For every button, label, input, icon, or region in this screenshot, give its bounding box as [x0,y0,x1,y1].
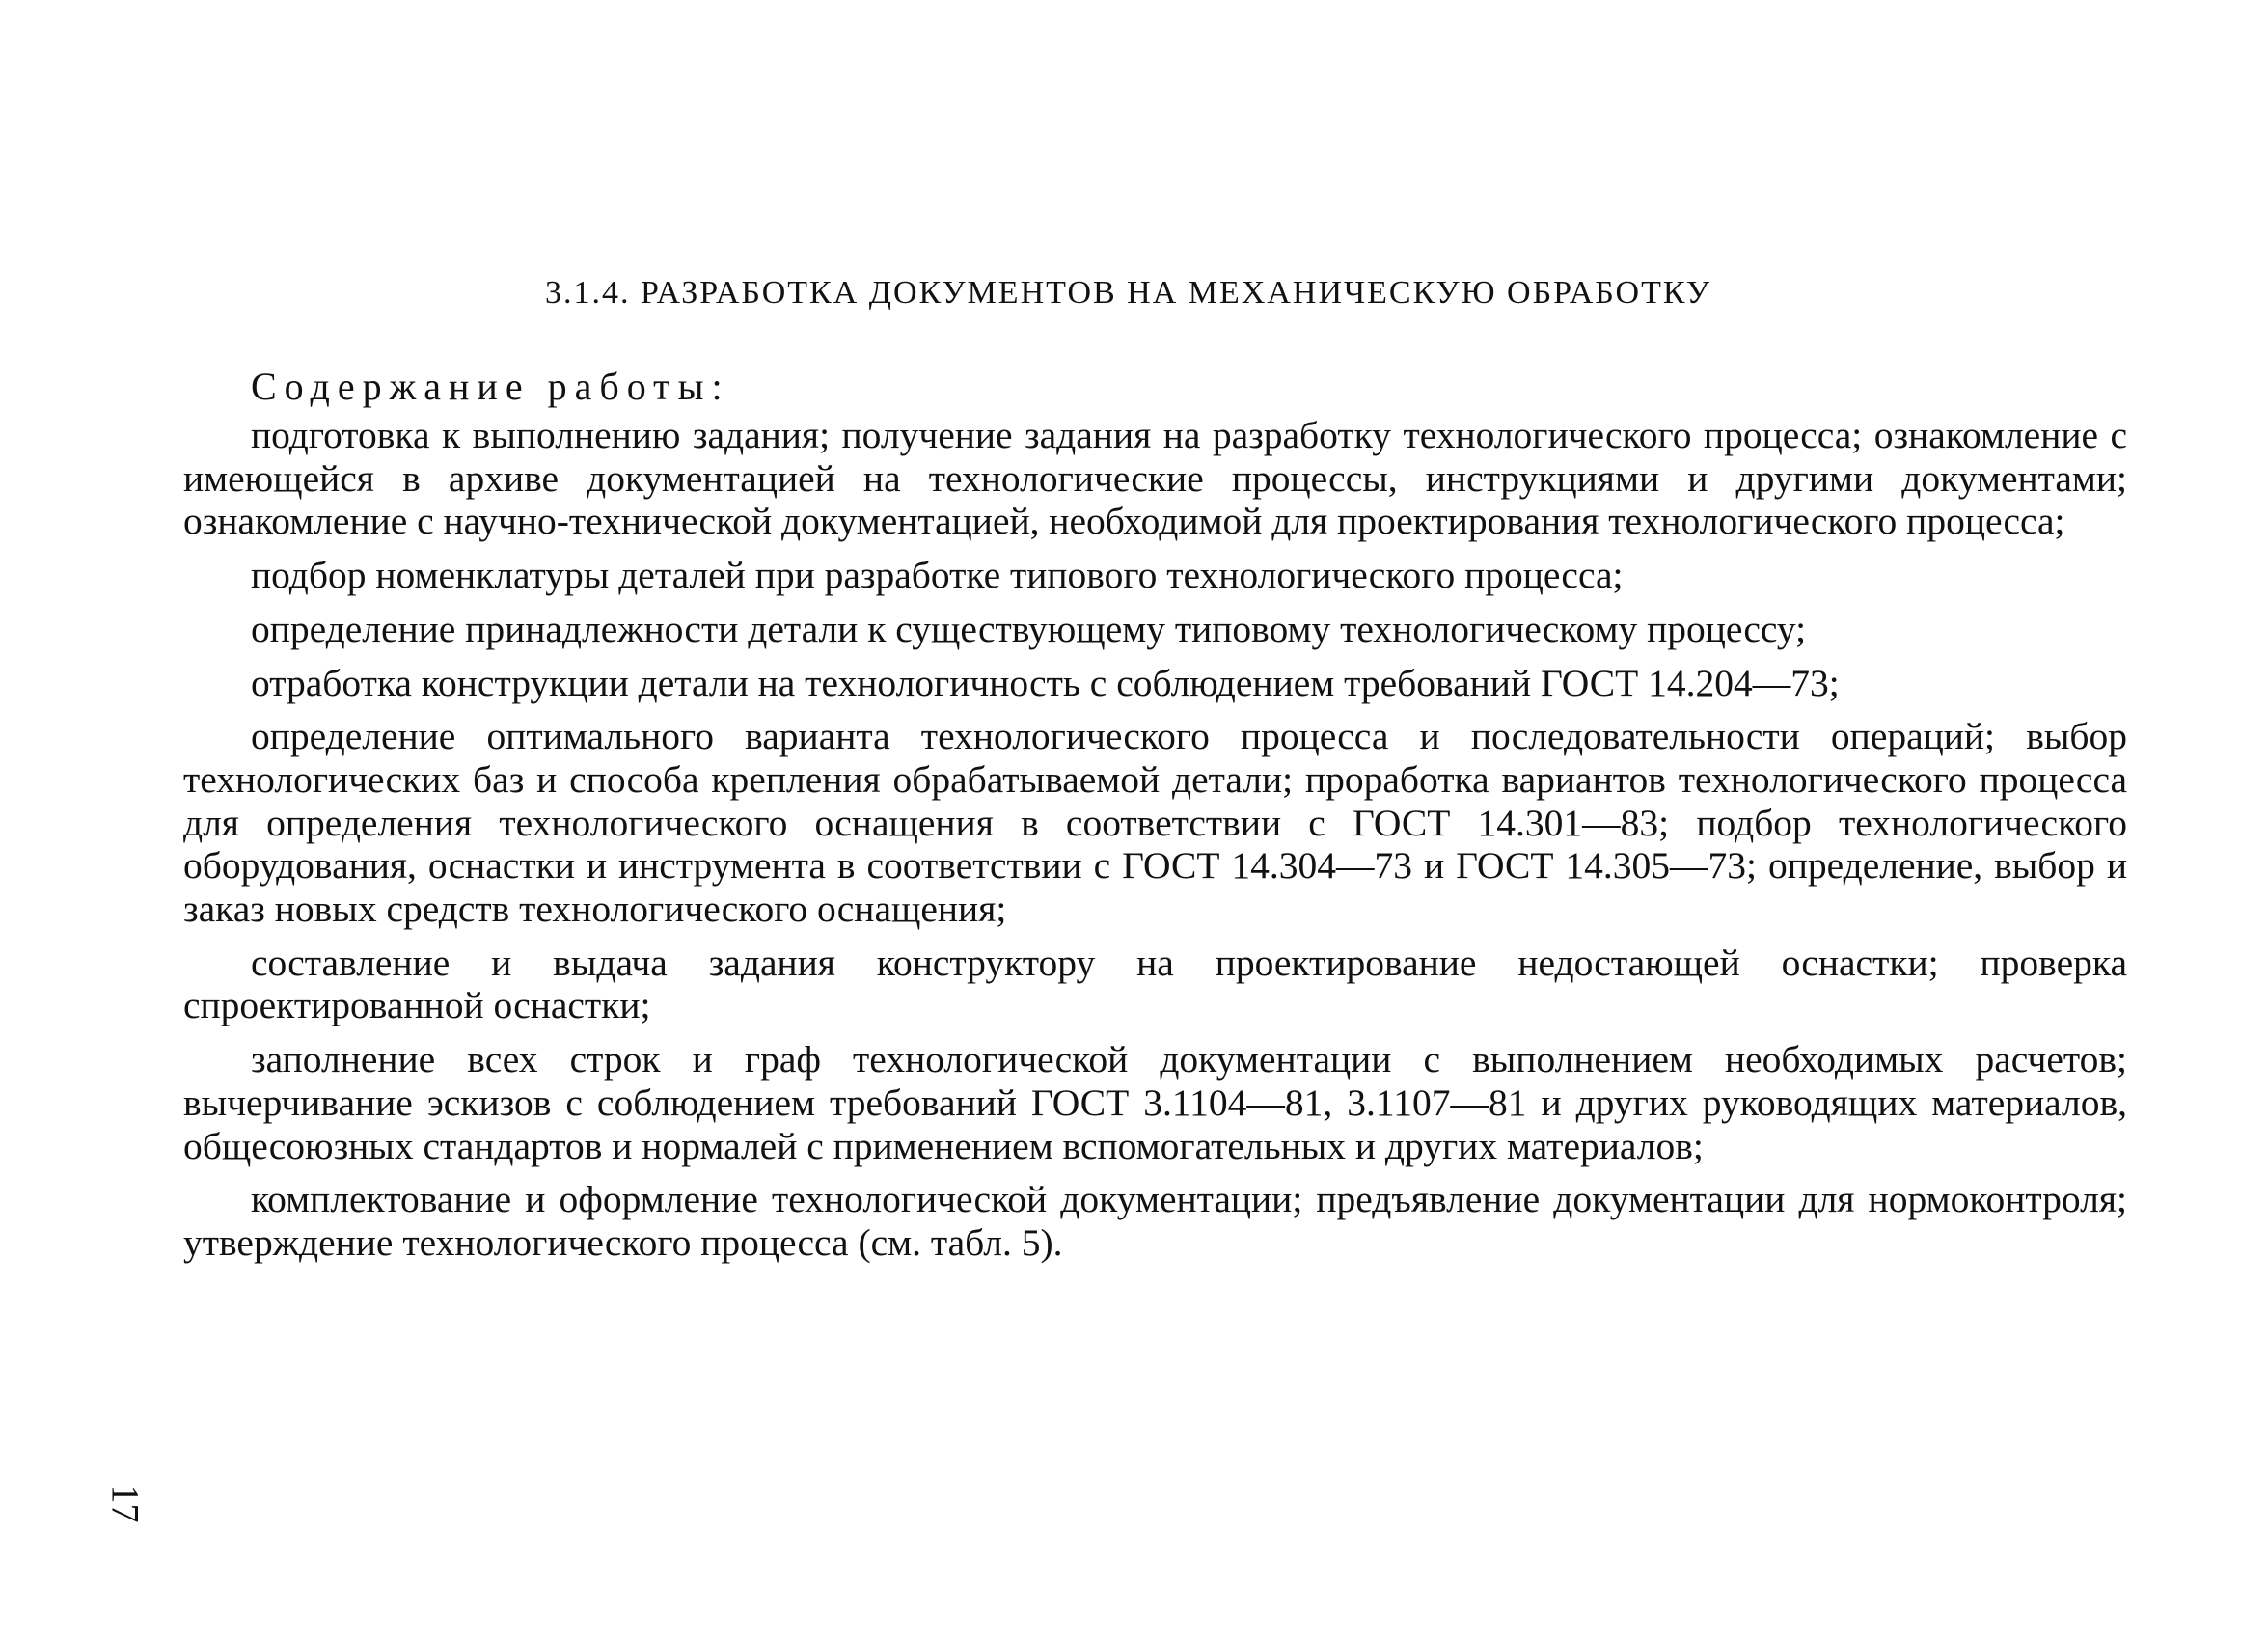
content-title: Содержание работы: [251,365,730,408]
section-content [183,362,2127,1275]
paragraph: определение оптимального варианта технологического процесса и последовательности операций; выбор технологических баз и способа крепления обрабатываемой детали; проработка вариантов технологического процесса для определения технологического оснащения в соответствии с ГОСТ 14.301—83; подбор технологического оборудования, оснастки и инструмента в соответствии с ГОСТ 14.304—73 и ГОСТ 14.305—73; определение, выбор и заказ новых средств технологического оснащения; [183,715,2127,931]
paragraph: определение принадлежности детали к существующему типовому технологическому процессу; [251,607,1807,650]
paragraph: комплектование и оформление технологической документации; предъявление документации для нормоконтроля; утверждение технологического процесса (см. табл. 5). [183,1178,2127,1264]
paragraph: составление и выдача задания конструктору на проектирование недостающей оснастки; проверка спроектированной оснастки; [183,941,2127,1027]
page-number: 17 [103,1484,148,1523]
paragraph: заполнение всех строк и граф технологической документации с выполнением необходимых расчетов; вычерчивание эскизов с соблюдением требований ГОСТ 3.1104—81, 3.1107—81 и других руководящих материалов, общесоюзных стандартов и нормалей с применением вспомогательных и других материалов; [183,1038,2127,1167]
paragraph: отработка конструкции детали на технологичность с соблюдением требований ГОСТ 14.204—73; [251,661,1840,704]
paragraph: подготовка к выполнению задания; получение задания на разработку технологического процесса; ознакомление с имеющейся в архиве документацией на технологические процессы, инструкциями и другими документами; ознакомление с научно-технической документацией, необходимой для проектирования технологического процесса; [183,414,2127,543]
paragraph: подбор номенклатуры деталей при разработке типового технологического процесса; [251,554,1624,597]
section-heading: 3.1.4. РАЗРАБОТКА ДОКУМЕНТОВ НА МЕХАНИЧЕСКУЮ ОБРАБОТКУ [545,275,1711,311]
